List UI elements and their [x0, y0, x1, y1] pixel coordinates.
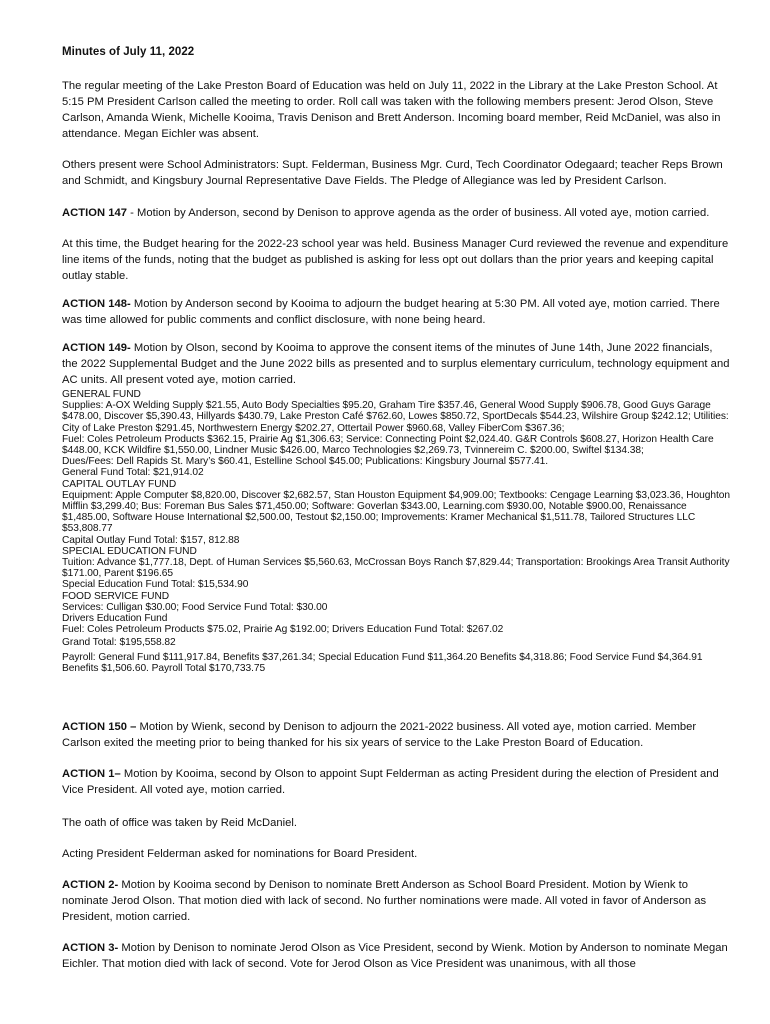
action-3-label: ACTION 3- — [62, 942, 119, 954]
action-149-label: ACTION 149- — [62, 342, 131, 354]
general-fund-supplies: Supplies: A-OX Welding Supply $21.55, Auto Body Specialties $95.20, Graham Tire $357.46, General Wood Supply $906.78, Good Guys Garage $478.00, Discover $5,390.43, Hillyards $430.79, Lake Preston Café $762.60, Lowes $850.72, SportDecals $544.23, Wilshire Group $242.12; Utilities: City of Lake Preston $291.45, Northwestern Energy $202.27, Ottertail Power $960.68, Valley FiberCom $367.36; — [62, 400, 729, 434]
paragraph-oath: The oath of office was taken by Reid McDaniel. — [62, 817, 297, 829]
action-149-text: Motion by Olson, second by Kooima to approve the consent items of the minutes of June 14th, June 2022 financials, the 2022 Supplemental Budget and the June 2022 bills as presented and to surplus elementary curriculum, technology equipment and AC units. All present voted aye, motion carried. — [62, 342, 730, 386]
action-1-text: Motion by Kooima, second by Olson to appoint Supt Felderman as acting President during the election of President and Vice President. All voted aye, motion carried. — [62, 768, 719, 796]
action-149 — [62, 340, 730, 388]
capital-outlay-heading: CAPITAL OUTLAY FUND — [62, 478, 177, 490]
action-150 — [62, 719, 730, 751]
action-148 — [62, 296, 730, 328]
special-education-total: Special Education Fund Total: $15,534.90 — [62, 579, 249, 591]
action-150-label: ACTION 150 – — [62, 721, 137, 733]
special-education-lines: Tuition: Advance $1,777.18, Dept. of Human Services $5,560.63, McCrossan Boys Ranch $7,829.44; Transportation: Brookings Area Transit Authority $171.00, Parent $196.65 — [62, 557, 730, 580]
action-2-text: Motion by Kooima second by Denison to nominate Brett Anderson as School Board President. Motion by Wienk to nominate Jerod Olson. That motion died with lack of second. No further nominations were made. All voted in favor of Anderson as President, motion carried. — [62, 879, 707, 923]
action-2-label: ACTION 2- — [62, 879, 119, 891]
action-147-label: ACTION 147 — [62, 207, 127, 219]
paragraph-budget-hearing: At this time, the Budget hearing for the 2022-23 school year was held. Business Manager Curd reviewed the revenue and expenditure line items of the funds, noting that the budget as published is asking for less opt out dollars than the prior years and keeping capital outlay stable. — [62, 238, 729, 282]
capital-outlay-total: Capital Outlay Fund Total: $157, 812.88 — [62, 534, 240, 546]
special-education-heading: SPECIAL EDUCATION FUND — [62, 545, 197, 557]
action-1 — [62, 766, 730, 798]
action-150-text: Motion by Wienk, second by Denison to adjourn the 2021-2022 business. All voted aye, motion carried. Member Carlson exited the meeting prior to being thanked for his six years of service to the Lake Preston Board of Education. — [62, 721, 697, 749]
general-fund-fuel-service: Fuel: Coles Petroleum Products $362.15, Prairie Ag $1,306.63; Service: Connecting Point $2,024.40. G&R Controls $608.27, Horizon Health Care $448.00, KCK Wildfire $1,550.00, Lindner Music $426.00, Marco Technologies $2,269.73, Tvinnereim C. $200.00, Swiftel $134.38; — [62, 433, 714, 457]
capital-outlay-lines: Equipment: Apple Computer $8,820.00, Discover $2,682.57, Stan Houston Equipment $4,909.00; Textbooks: Cengage Learning $3,023.36, Houghton Mifflin $3,299.40; Bus: Foreman Bus Sales $71,450.00; Software: Goverlan $343.00, Learning.com $930.00, Notable $900.00, Renaissance $1,485.00, Software House International $2,500.00, Testout $2,150.00; Improvements: Kramer Mechanical $1,511.78, Tailored Structures LLC $53,808.77 — [62, 489, 731, 535]
action-148-label: ACTION 148- — [62, 298, 131, 310]
drivers-education-heading: Drivers Education Fund — [62, 613, 168, 625]
grand-total: Grand Total: $195,558.82 — [62, 637, 176, 649]
action-147 — [62, 205, 730, 221]
page-title: Minutes of July 11, 2022 — [62, 46, 195, 58]
paragraph-others-present: Others present were School Administrators: Supt. Felderman, Business Mgr. Curd, Tech Coordinator Odegaard; teacher Reps Brown and Schmidt, and Kingsbury Journal Representative Dave Fields. The Pledge of Allegiance was led by President Carlson. — [62, 159, 723, 187]
general-fund-total: General Fund Total: $21,914.02 — [62, 467, 204, 479]
action-1-label: ACTION 1– — [62, 768, 121, 780]
paragraph-roll-call: The regular meeting of the Lake Preston Board of Education was held on July 11, 2022 in the Library at the Lake Preston School. At 5:15 PM President Carlson called the meeting to order. Roll call was taken with the following members present: Jerod Olson, Steve Carlson, Amanda Wienk, Michelle Kooima, Travis Denison and Brett Anderson. Incoming board member, Reid McDaniel, was also in attendance. Megan Eichler was absent. — [62, 80, 721, 140]
bills-list — [62, 389, 734, 674]
action-2 — [62, 877, 730, 925]
general-fund-dues: Dues/Fees: Dell Rapids St. Mary’s $60.41, Estelline School $45.00; Publications: Kingsbury Journal $577.41. — [62, 456, 549, 468]
drivers-education-lines: Fuel: Coles Petroleum Products $75.02, Prairie Ag $192.00; Drivers Education Fund Total: $267.02 — [62, 624, 504, 636]
food-service-lines: Services: Culligan $30.00; Food Service Fund Total: $30.00 — [62, 601, 328, 613]
food-service-heading: FOOD SERVICE FUND — [62, 590, 170, 602]
paragraph-nominations: Acting President Felderman asked for nominations for Board President. — [62, 848, 418, 860]
action-3 — [62, 940, 730, 972]
payroll-line: Payroll: General Fund $111,917.84, Benefits $37,261.34; Special Education Fund $11,364.20 Benefits $4,318.86; Food Service Fund $4,364.91 Benefits $1,506.60. Payroll Total $170,733.75 — [62, 651, 703, 674]
action-3-text: Motion by Denison to nominate Jerod Olson as Vice President, second by Wienk. Motion by Anderson to nominate Megan Eichler. That motion died with lack of second. Vote for Jerod Olson as Vice President was unanimous, with all those — [62, 942, 728, 970]
action-147-text: - Motion by Anderson, second by Denison to approve agenda as the order of business. All voted aye, motion carried. — [126, 207, 710, 219]
action-148-text: Motion by Anderson second by Kooima to adjourn the budget hearing at 5:30 PM. All voted aye, motion carried. There was time allowed for public comments and conflict disclosure, with none being heard. — [62, 298, 720, 326]
general-fund-heading: GENERAL FUND — [62, 389, 141, 400]
